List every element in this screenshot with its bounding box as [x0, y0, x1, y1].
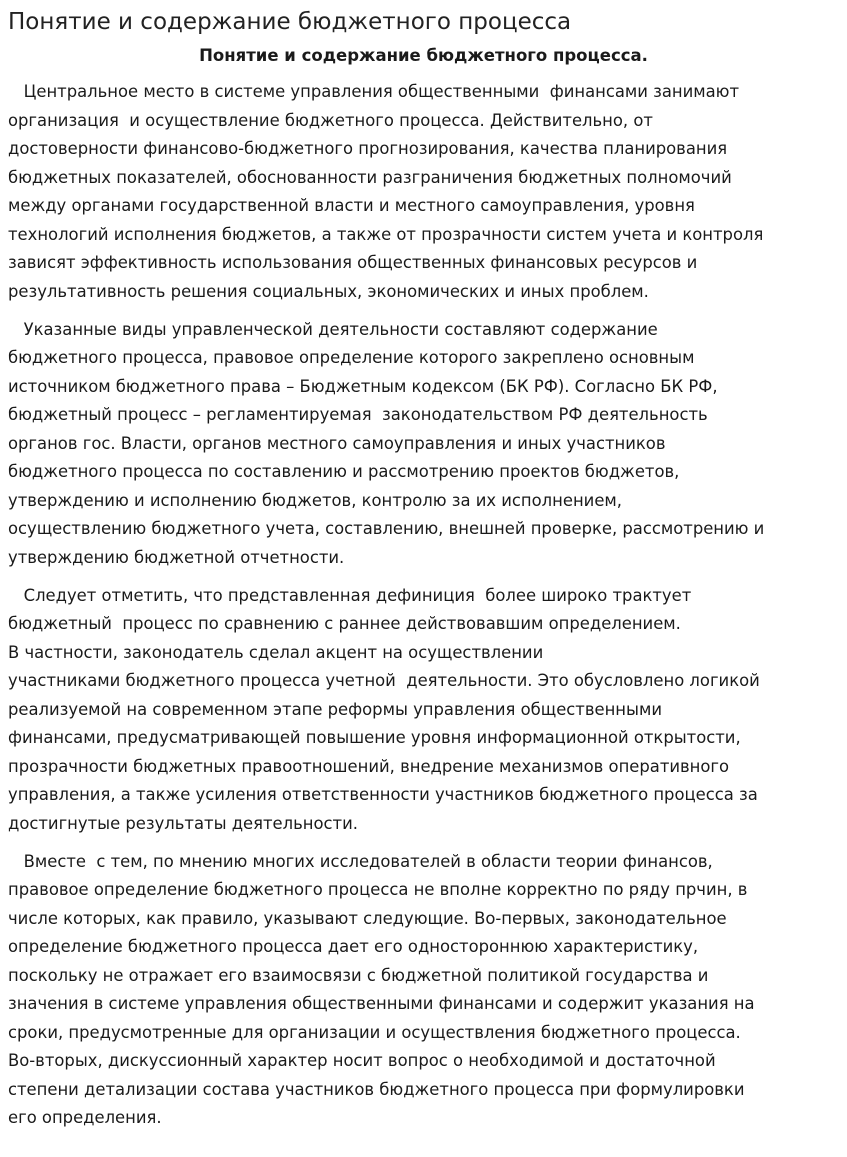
paragraph-line: бюджетный процесс – регламентируемая законодательством РФ деятельность: [8, 405, 708, 424]
document-body: [8, 78, 839, 1133]
paragraph-line: числе которых, как правило, указывают следующие. Во-первых, законодательное: [8, 908, 727, 928]
paragraph-line: бюджетных показателей, обоснованности разграничения бюджетных полномочий: [8, 167, 732, 187]
paragraph-line: бюджетный процесс по сравнению с раннее действовавшим определением.: [8, 614, 681, 633]
paragraph-line: Следует отметить, что представленная дефиниция более широко трактует: [8, 585, 692, 605]
paragraph-line: утверждению бюджетной отчетности.: [8, 547, 345, 567]
paragraph-line: управления, а также усиления ответственности участников бюджетного процесса за: [8, 785, 758, 804]
page-title: Понятие и содержание бюджетного процесса: [8, 9, 572, 35]
paragraph-line: значения в системе управления общественными финансами и содержит указания на: [8, 994, 755, 1013]
paragraph-line: Во-вторых, дискуссионный характер носит вопрос о необходимой и достаточной: [8, 1051, 716, 1070]
paragraph: [8, 582, 839, 839]
paragraph-line: правовое определение бюджетного процесса не вполне корректно по ряду прчин, в: [8, 880, 748, 899]
paragraph-line: результативность решения социальных, экономических и иных проблем.: [8, 281, 649, 301]
paragraph-line: зависят эффективность использования общественных финансовых ресурсов и: [8, 253, 698, 272]
paragraph-line: степени детализации состава участников бюджетного процесса при формулировки: [8, 1079, 745, 1099]
paragraph-line: определение бюджетного процесса дает его одностороннюю характеристику,: [8, 937, 699, 956]
paragraph-line: бюджетного процесса, правовое определение которого закреплено основным: [8, 348, 695, 367]
paragraph-line: организация и осуществление бюджетного процесса. Действительно, от: [8, 110, 653, 130]
paragraph-line: его определения.: [8, 1108, 162, 1127]
paragraph: [8, 316, 839, 573]
paragraph-line: утверждению и исполнению бюджетов, контролю за их исполнением,: [8, 490, 622, 510]
paragraph-line: финансами, предусматривающей повышение уровня информационной открытости,: [8, 728, 741, 747]
paragraph-line: достигнутые результаты деятельности.: [8, 813, 358, 833]
paragraph-line: прозрачности бюджетных правоотношений, внедрение механизмов оперативного: [8, 756, 730, 776]
document-heading: Понятие и содержание бюджетного процесса.: [199, 46, 648, 65]
paragraph-line: Вместе с тем, по мнению многих исследователей в области теории финансов,: [8, 851, 713, 871]
paragraph-line: бюджетного процесса по составлению и рассмотрению проектов бюджетов,: [8, 462, 680, 481]
paragraph-line: органов гос. Власти, органов местного самоуправления и иных участников: [8, 433, 666, 453]
paragraph-line: между органами государственной власти и местного самоуправления, уровня: [8, 196, 695, 215]
paragraph-line: Центральное место в системе управления общественными финансами занимают: [8, 82, 740, 101]
paragraph-line: осуществлению бюджетного учета, составлению, внешней проверке, рассмотрению и: [8, 519, 765, 538]
paragraph-line: В частности, законодатель сделал акцент на осуществлении: [8, 642, 544, 662]
paragraph-line: участниками бюджетного процесса учетной деятельности. Это обусловлено логикой: [8, 671, 760, 690]
paragraph-line: источником бюджетного права – Бюджетным кодексом (БК РФ). Согласно БК РФ,: [8, 376, 718, 396]
paragraph-line: Указанные виды управленческой деятельности составляют содержание: [8, 319, 658, 339]
paragraph-line: реализуемой на современном этапе реформы управления общественными: [8, 699, 662, 719]
paragraph: [8, 848, 839, 1133]
paragraph-line: поскольку не отражает его взаимосвязи с бюджетной политикой государства и: [8, 965, 709, 985]
paragraph: [8, 78, 839, 306]
paragraph-line: сроки, предусмотренные для организации и осуществления бюджетного процесса.: [8, 1022, 741, 1042]
paragraph-line: достоверности финансово-бюджетного прогнозирования, качества планирования: [8, 139, 728, 158]
paragraph-line: технологий исполнения бюджетов, а также от прозрачности систем учета и контроля: [8, 224, 764, 244]
